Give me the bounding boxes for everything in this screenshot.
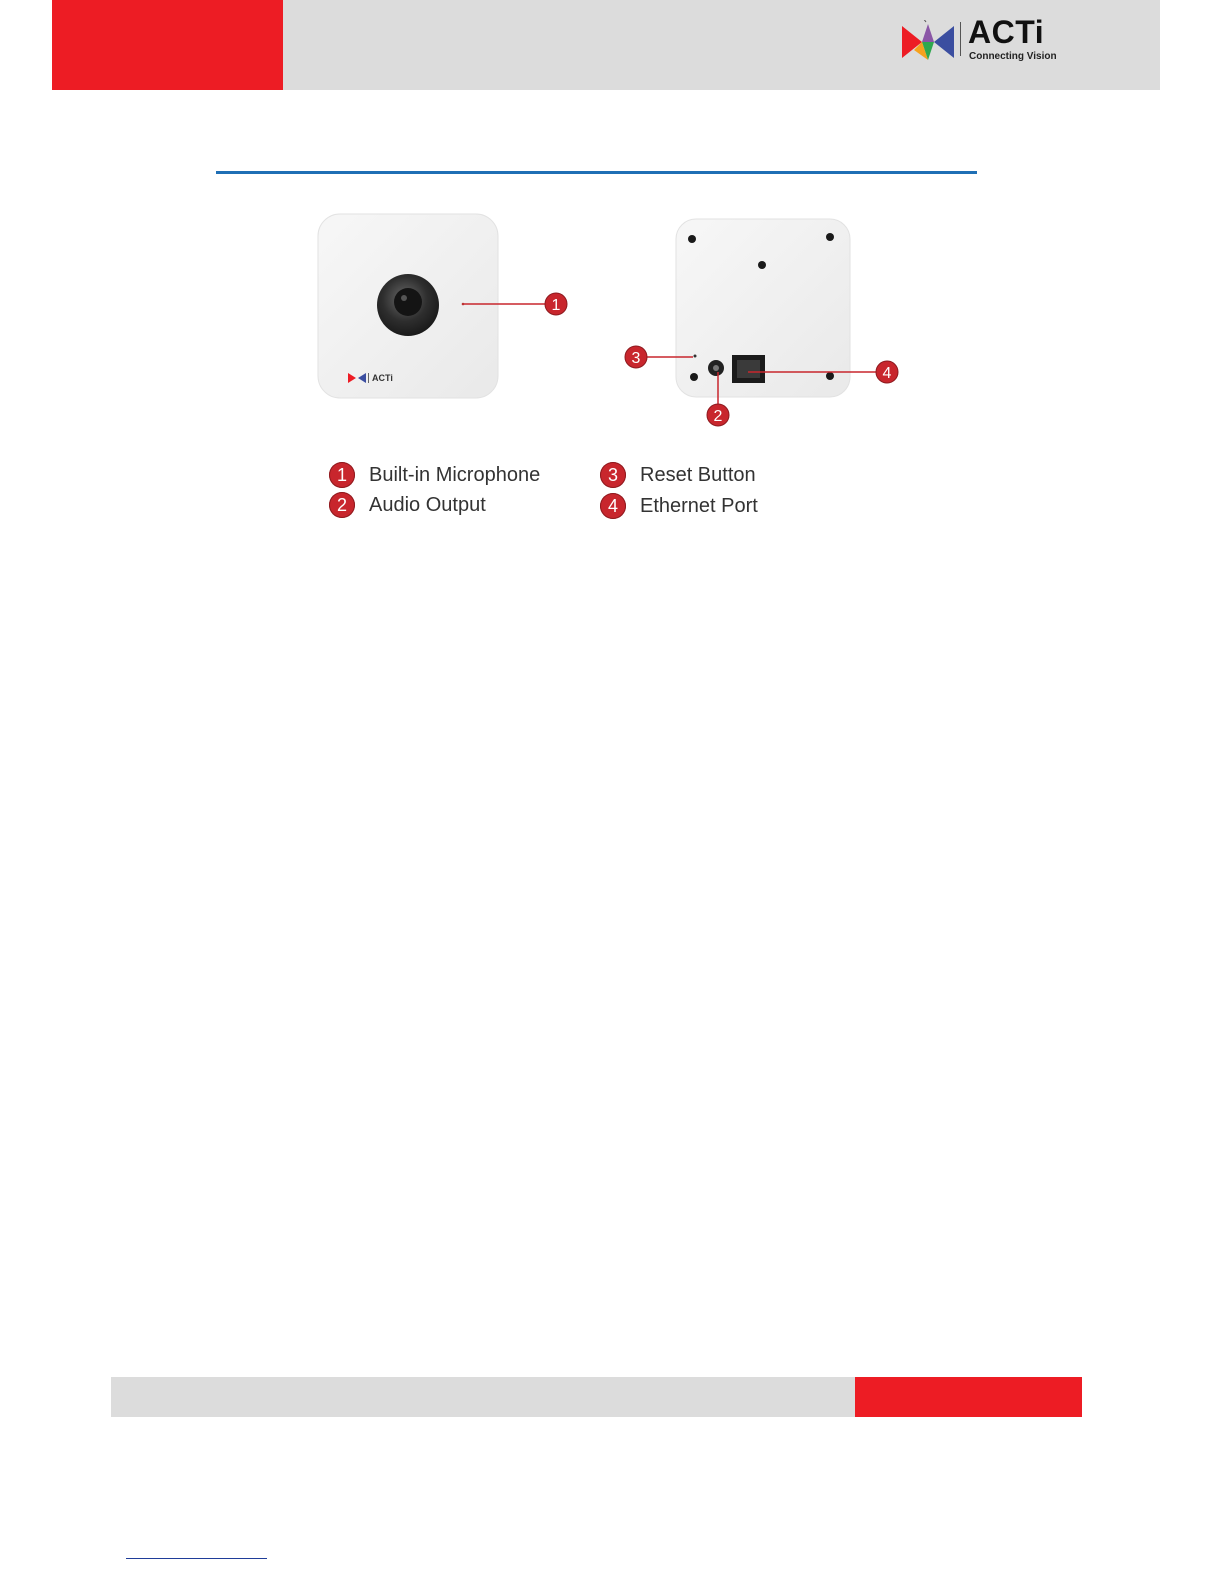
legend-item-microphone [329, 462, 540, 488]
legend-label: Ethernet Port [640, 494, 758, 517]
footer-red-block [855, 1377, 1082, 1417]
footer-gray-band [111, 1377, 855, 1417]
svg-text:2: 2 [713, 408, 723, 425]
camera-figure [300, 200, 920, 440]
legend-number-badge: 1 [329, 462, 355, 488]
acti-logo-icon [900, 20, 956, 64]
screw-hole-icon [826, 372, 834, 380]
legend-label: Reset Button [640, 463, 756, 486]
header-red-block [52, 0, 283, 90]
legend-item-ethernet-port [600, 493, 758, 519]
callout-1 [545, 293, 567, 315]
acti-logo [900, 14, 1060, 66]
screw-hole-icon [690, 373, 698, 381]
screw-hole-icon [688, 235, 696, 243]
legend-number-badge: 2 [329, 492, 355, 518]
camera-front-view [318, 214, 545, 398]
legend-item-audio-output [329, 492, 486, 518]
legend-number-badge: 3 [600, 462, 626, 488]
logo-divider [960, 22, 961, 56]
brand-tagline: Connecting Vision [969, 51, 1057, 62]
front-logo-text: ACTi [372, 373, 393, 383]
section-title-rule [216, 171, 977, 174]
legend-item-reset-button [600, 462, 756, 488]
legend-label: Audio Output [369, 493, 486, 516]
camera-back-view [676, 219, 850, 397]
svg-text:1: 1 [551, 297, 561, 314]
brand-name: ACTi [968, 14, 1045, 50]
screw-hole-icon [826, 233, 834, 241]
svg-text:3: 3 [631, 350, 641, 367]
screw-hole-icon [758, 261, 766, 269]
footer-link-underline[interactable] [126, 1558, 267, 1559]
legend-number-badge: 4 [600, 493, 626, 519]
legend-label: Built-in Microphone [369, 463, 541, 486]
reset-button-icon [694, 355, 697, 358]
svg-text:4: 4 [882, 365, 892, 382]
